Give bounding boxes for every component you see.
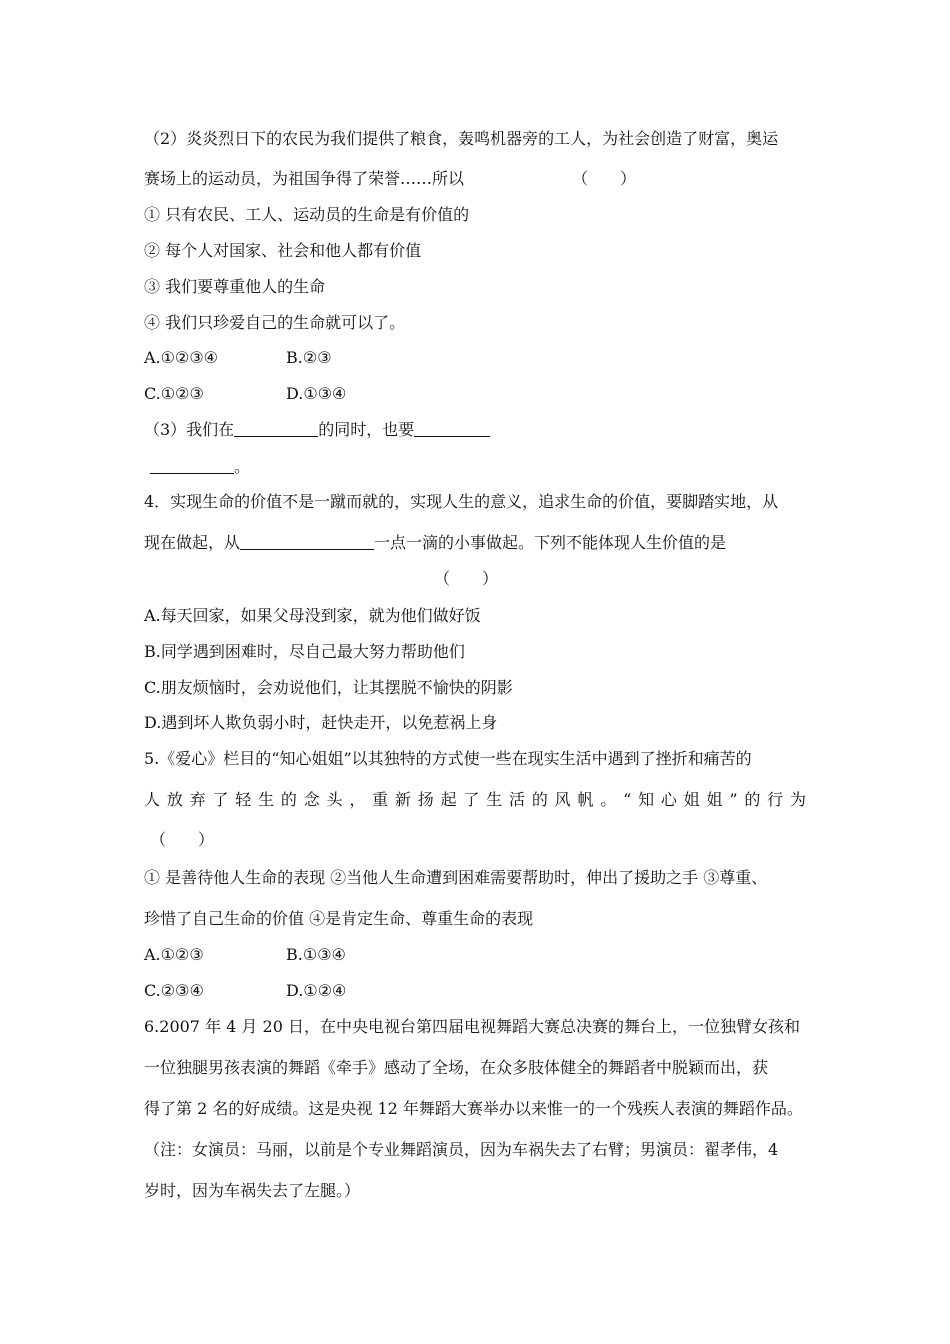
q3-part2-answer-paren: （ ） <box>572 169 637 188</box>
q4-line1: 4．实现生命的价值不是一蹴而就的，实现人生的意义，追求生命的价值，要脚踏实地，从 <box>144 492 779 511</box>
q5-option-b: B.①③④ <box>286 945 346 964</box>
q4-option-c: C.朋友烦恼时，会劝说他们，让其摆脱不愉快的阴影 <box>144 678 513 697</box>
q4-option-d: D.遇到坏人欺负弱小时，赶快走开，以免惹祸上身 <box>144 713 498 732</box>
fill-blank <box>240 533 374 550</box>
q5-statement-line2: 珍惜了自己生命的价值 ④是肯定生命、尊重生命的表现 <box>144 909 534 928</box>
q5-line1: 5.《爱心》栏目的“知心姐姐”以其独特的方式使一些在现实生活中遇到了挫折和痛苦的 <box>144 749 752 768</box>
q6-line3: 得了第 2 名的好成绩。这是央视 12 年舞蹈大赛举办以来惟一的一个残疾人表演的舞蹈作品。 <box>144 1099 803 1118</box>
q3-option-c: C.①②③ <box>144 384 204 403</box>
q3-option-d: D.①③④ <box>286 384 347 403</box>
q6-line2: 一位独腿男孩表演的舞蹈《牵手》感动了全场，在众多肢体健全的舞蹈者中脱颖而出，获 <box>144 1058 769 1077</box>
q4-option-b: B.同学遇到困难时，尽自己最大努力帮助他们 <box>144 642 465 661</box>
q6-line4: （注：女演员：马丽，以前是个专业舞蹈演员，因为车祸失去了右臂；男演员：翟孝伟，4 <box>144 1140 779 1159</box>
q5-answer-paren: （ ） <box>150 830 215 849</box>
q3-item-4: ④ 我们只珍爱自己的生命就可以了。 <box>144 313 406 332</box>
fill-blank <box>414 420 490 437</box>
q3-part3-text-b: 的同时，也要 <box>318 420 415 439</box>
fill-blank <box>150 457 234 474</box>
q5-option-a: A.①②③ <box>144 945 204 964</box>
q6-line5: 岁时，因为车祸失去了左腿。） <box>144 1181 361 1200</box>
q3-part3-line2 <box>150 456 250 478</box>
q4-line2-text-b: 一点一滴的小事做起。下列不能体现人生价值的是 <box>374 533 727 552</box>
q3-item-2: ② 每个人对国家、社会和他人都有价值 <box>144 241 422 260</box>
q3-part3-text-a: （3）我们在 <box>144 420 235 439</box>
fill-blank <box>234 420 318 437</box>
q5-option-d: D.①②④ <box>286 981 347 1000</box>
q3-option-a: A.①②③④ <box>144 348 219 367</box>
q5-option-c: C.②③④ <box>144 981 204 1000</box>
q3-part3-line <box>144 419 490 441</box>
q4-answer-paren: （ ） <box>434 569 499 588</box>
q3-item-3: ③ 我们要尊重他人的生命 <box>144 277 326 296</box>
q5-statement-line1: ① 是善待他人生命的表现 ②当他人生命遭到困难需要帮助时，伸出了援助之手 ③尊重、 <box>144 868 768 887</box>
q3-option-b: B.②③ <box>286 348 332 367</box>
q5-line2: 人放弃了轻生的念头，重新扬起了生活的风帆。“知心姐姐”的行为 <box>144 790 806 809</box>
q3-part2-line2: 赛场上的运动员，为祖国争得了荣誉……所以 <box>144 169 465 188</box>
q4-line2-text-a: 现在做起，从 <box>144 533 241 552</box>
q3-part2-line1: （2）炎炎烈日下的农民为我们提供了粮食，轰鸣机器旁的工人，为社会创造了财富，奥运 <box>144 129 779 148</box>
q3-part3-end: 。 <box>234 457 251 476</box>
q4-option-a: A.每天回家，如果父母没到家，就为他们做好饭 <box>144 606 481 625</box>
q4-line2 <box>144 532 726 554</box>
q3-item-1: ① 只有农民、工人、运动员的生命是有价值的 <box>144 205 470 224</box>
q6-line1: 6.2007 年 4 月 20 日，在中央电视台第四届电视舞蹈大赛总决赛的舞台上，一位独臂女孩和 <box>144 1017 800 1036</box>
